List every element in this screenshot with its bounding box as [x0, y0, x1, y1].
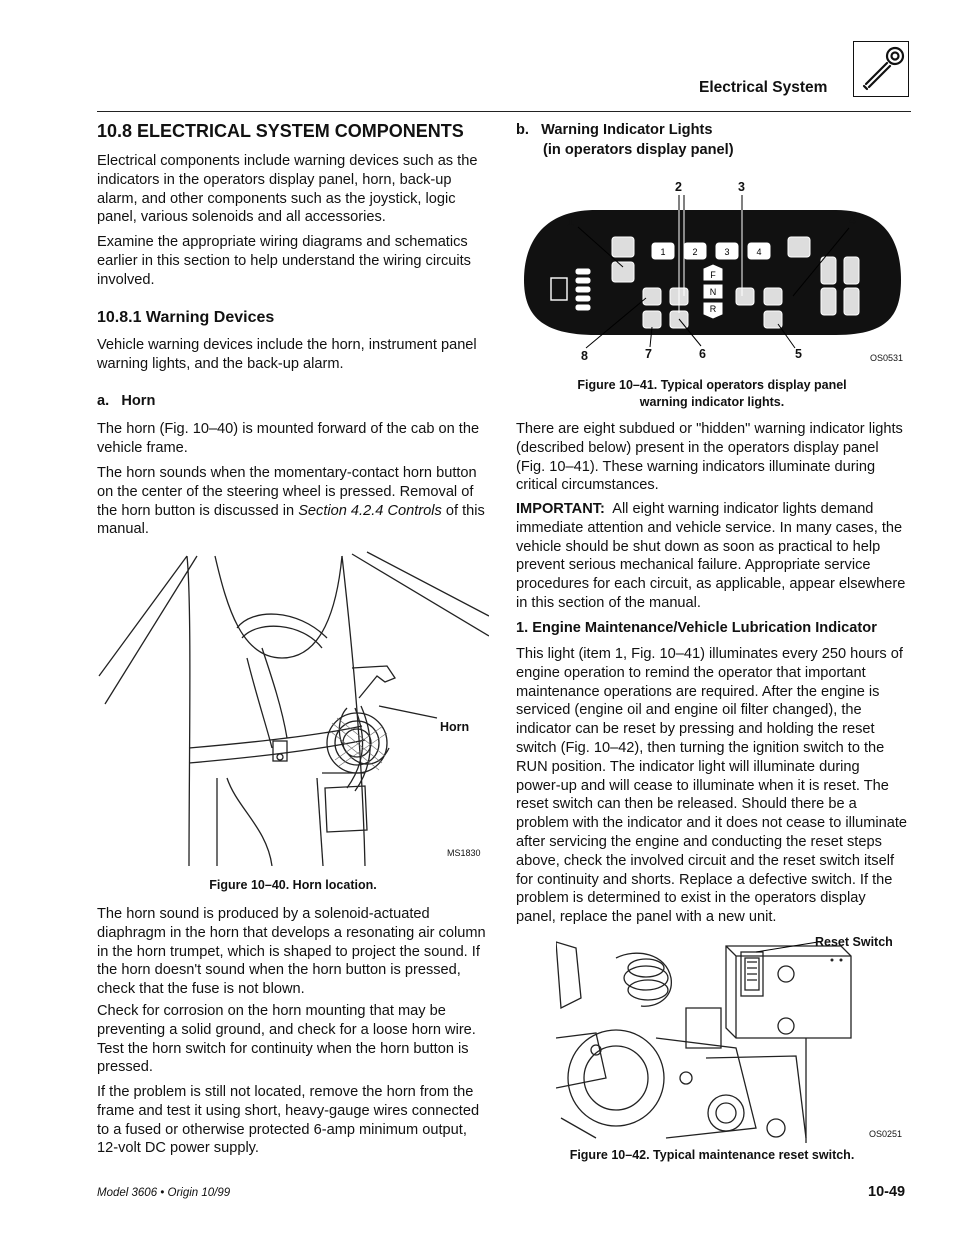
- reset-switch-callout-label: Reset Switch: [815, 935, 893, 949]
- callout-4: 4: [849, 213, 856, 227]
- paragraph: Check for corrosion on the horn mounting that may be preventing a solid ground, and check for a loose horn wire. Test the horn switch for continuity when the horn button is pressed.: [97, 1003, 476, 1076]
- horn-location-figure: [97, 548, 489, 866]
- figure-code: OS0531: [870, 353, 904, 363]
- paragraph: The horn sounds when the momentary-contact horn button on the center of the steering wheel is pressed. Removal of the horn button is discussed in Section 4.2.4 Controls of this manual.: [97, 465, 485, 538]
- section-reference: Section 4.2.4 Controls: [298, 502, 442, 519]
- direction-label: F: [710, 270, 716, 280]
- paragraph: The horn (Fig. 10–40) is mounted forward of the cab on the vehicle frame.: [97, 421, 480, 456]
- paragraph: Electrical components include warning devices such as the indicators in the operators display panel, horn, back-up alarm, and other components such as the joystick, logic panel, various solenoids and all accessories.: [97, 153, 478, 226]
- callout-3: 3: [738, 180, 745, 194]
- paragraph: This light (item 1, Fig. 10–41) illuminates every 250 hours of engine operation to remind the operator that important maintenance operations are required. After the engine is serviced (engine oil and engine oil filter changed), the indicator can be reset by pressing and holding the reset switch (Fig. 10–42), then turning the ignition switch to the RUN position. The indicator light will illuminate during power-up and will cease to illuminate when it is reset. The reset switch can then be released. Should there be a problem with the indicator and it does not cease to illuminate after servicing the engine and conducting the reset steps above, check the involved circuit and the reset switch itself for continuity and shorts. Replace a defective switch. If the problem is determined to exist in the operators display panel, replace the panel with a new unit.: [516, 646, 908, 926]
- callout-7: 7: [645, 347, 652, 361]
- gear-label: 2: [692, 247, 698, 257]
- figure-code: MS1830: [447, 848, 481, 858]
- gear-label: 1: [660, 247, 666, 257]
- callout-6: 6: [699, 347, 706, 361]
- figure-code: OS0251: [869, 1129, 903, 1139]
- callout-2: 2: [675, 180, 682, 194]
- header-rule: [97, 111, 911, 112]
- running-header: Electrical System: [699, 79, 828, 96]
- direction-label: R: [709, 304, 717, 314]
- horn-heading: a. Horn: [97, 393, 156, 409]
- paragraph: Examine the appropriate wiring diagrams and schematics earlier in this section to help understand the wiring circuits involved.: [97, 234, 471, 288]
- page-number: 10-49: [868, 1184, 906, 1200]
- wrench-icon: [853, 41, 909, 97]
- display-panel-figure: [516, 175, 908, 370]
- reset-switch-figure: [556, 938, 906, 1143]
- callout-1: 1: [567, 215, 574, 229]
- callout-5: 5: [795, 347, 802, 361]
- horn-callout-label: Horn: [440, 720, 470, 734]
- figure-caption: Figure 10–41. Typical operators display panel warning indicator lights.: [577, 378, 847, 409]
- footer-model: Model 3606 • Origin 10/99: [97, 1187, 231, 1199]
- subsection-title: 10.8.1 Warning Devices: [97, 309, 275, 326]
- callout-8: 8: [581, 349, 588, 363]
- paragraph: The horn sound is produced by a solenoid-actuated diaphragm in the horn that develops a resonating air column in the horn trumpet, which is shaped to project the sound. If the horn doesn't sound when the horn button is pressed, check that the fuse is not blown.: [97, 906, 486, 998]
- gear-label: 3: [724, 247, 730, 257]
- figure-caption: Figure 10–40. Horn location.: [209, 878, 377, 892]
- subsection-heading: b. Warning Indicator Lights (in operators display panel): [516, 122, 734, 158]
- figure-caption: Figure 10–42. Typical maintenance reset switch.: [569, 1148, 855, 1162]
- direction-label: N: [709, 287, 717, 297]
- important-label: IMPORTANT:: [516, 501, 605, 517]
- paragraph: There are eight subdued or "hidden" warning indicator lights (described below) present in the operators display panel (Fig. 10–41). These warning indicators illuminate during critical circumstances.: [516, 421, 903, 494]
- section-title: 10.8 ELECTRICAL SYSTEM COMPONENTS: [97, 121, 464, 141]
- paragraph: IMPORTANT: All eight warning indicator lights demand immediate attention and vehicle service. In many cases, the vehicle should be shut down as soon as practical to help prevent serious mechanical failure. Appropriate service procedures for each circuit, as applicable, appear elsewhere in this section of the manual.: [516, 501, 910, 611]
- paragraph: If the problem is still not located, remove the horn from the frame and test it using short, heavy-gauge wires connected to a fused or otherwise protected 6-amp minimum output, 12-volt DC power supply.: [97, 1084, 480, 1157]
- paragraph: Vehicle warning devices include the horn, instrument panel warning lights, and the back-up alarm.: [97, 337, 477, 372]
- item-heading: 1. Engine Maintenance/Vehicle Lubrication Indicator: [516, 620, 877, 636]
- gear-label: 4: [756, 247, 762, 257]
